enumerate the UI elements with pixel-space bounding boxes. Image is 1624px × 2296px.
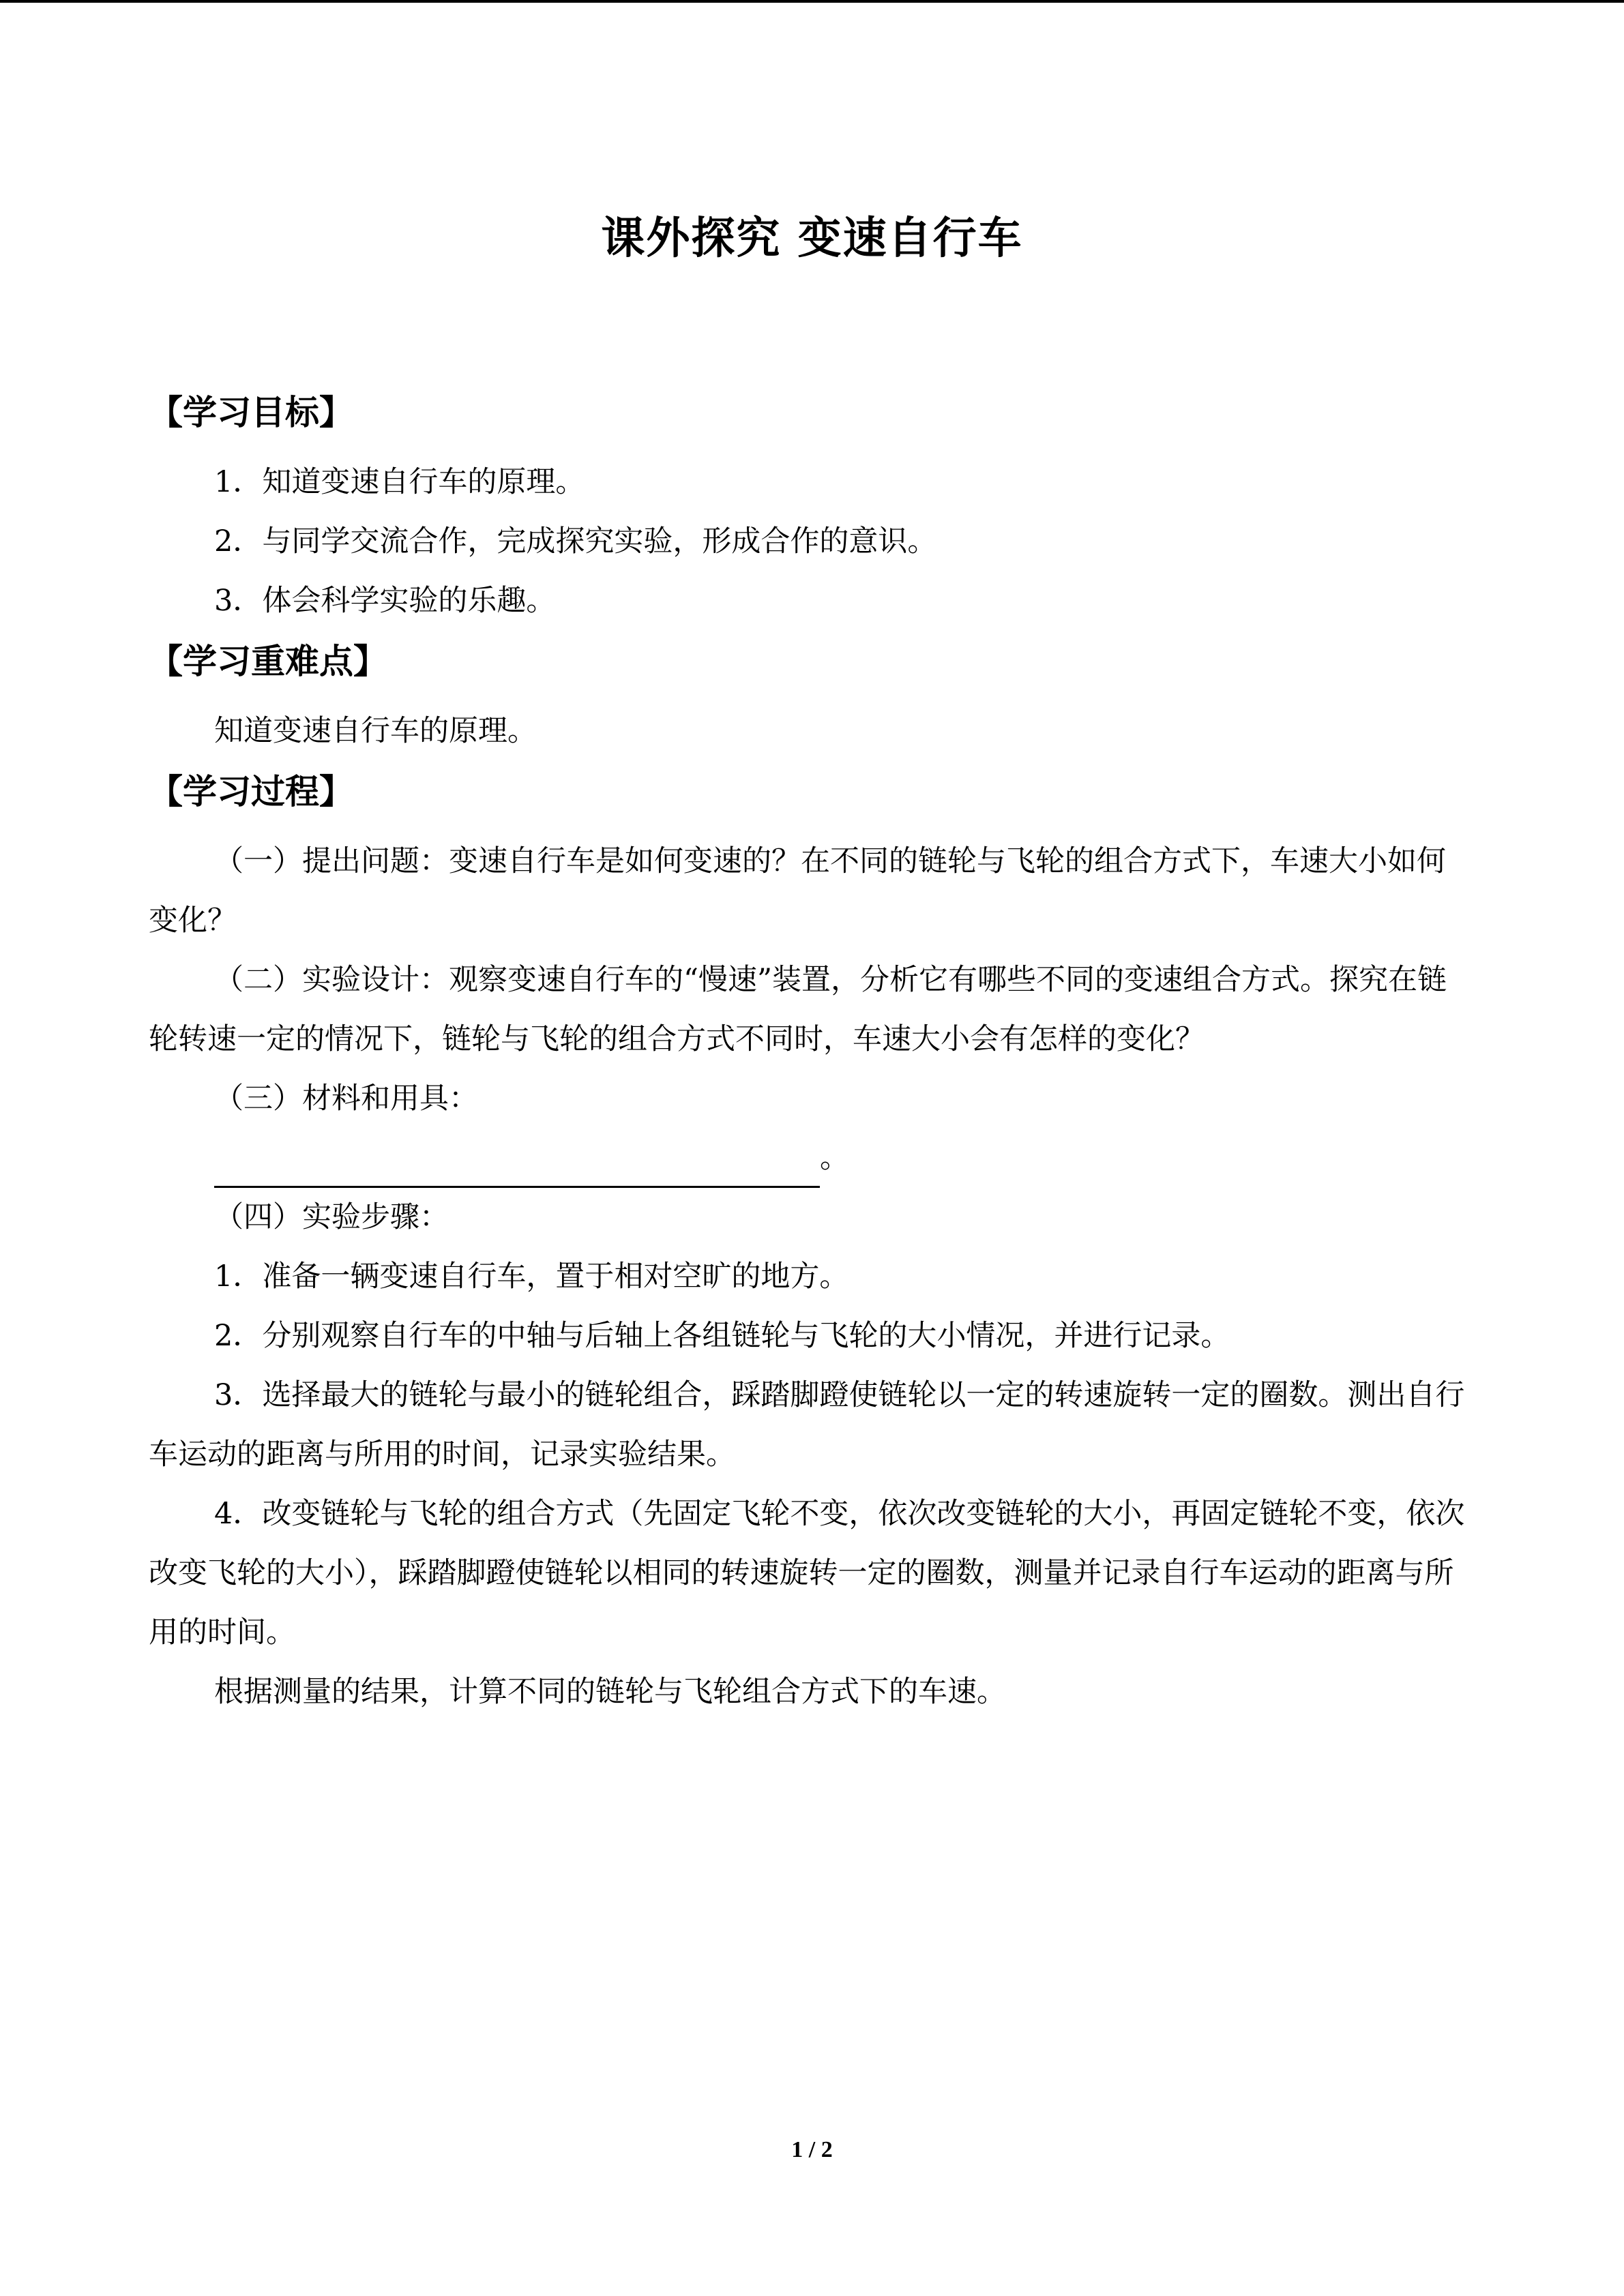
process-design: （二）实验设计：观察变速自行车的“慢速”装置，分析它有哪些不同的变速组合方式。探究在链轮转速一定的情况下，链轮与飞轮的组合方式不同时，车速大小会有怎样的变化？ xyxy=(149,963,1447,1056)
step-item: 3．选择最大的链轮与最小的链轮组合，踩踏脚蹬使链轮以一定的转速旋转一定的圈数。测出自行车运动的距离与所用的时间，记录实验结果。 xyxy=(149,1378,1465,1472)
materials-end-mark: 。 xyxy=(820,1141,849,1175)
process-question: （一）提出问题：变速自行车是如何变速的？在不同的链轮与飞轮的组合方式下，车速大小如何变化？ xyxy=(149,844,1446,938)
objective-item: 1．知道变速自行车的原理。 xyxy=(214,465,585,499)
fill-in-blank xyxy=(214,1148,820,1188)
process-conclusion: 根据测量的结果，计算不同的链轮与飞轮组合方式下的车速。 xyxy=(214,1675,1006,1709)
materials-answer-line xyxy=(149,1129,1472,1188)
process-materials: （三）材料和用具： xyxy=(214,1082,478,1116)
objective-item: 2．与同学交流合作，完成探究实验，形成合作的意识。 xyxy=(214,524,937,558)
top-border-line xyxy=(0,0,1624,3)
key-points-heading: 【学习重难点】 xyxy=(149,642,387,681)
key-points-text: 知道变速自行车的原理。 xyxy=(214,714,537,748)
objective-item: 3．体会科学实验的乐趣。 xyxy=(214,584,556,618)
document-title: 课外探究 变速自行车 xyxy=(601,213,1023,264)
document-body xyxy=(149,382,1472,1722)
process-heading: 【学习过程】 xyxy=(149,772,353,811)
step-item: 2．分别观察自行车的中轴与后轴上各组链轮与飞轮的大小情况，并进行记录。 xyxy=(214,1319,1230,1353)
objectives-heading: 【学习目标】 xyxy=(149,393,353,432)
step-item: 1．准备一辆变速自行车，置于相对空旷的地方。 xyxy=(214,1259,849,1294)
page-number: 1 / 2 xyxy=(791,2137,833,2162)
steps-heading: （四）实验步骤： xyxy=(214,1200,449,1234)
step-item: 4．改变链轮与飞轮的组合方式（先固定飞轮不变，依次改变链轮的大小，再固定链轮不变，依次改变飞轮的大小），踩踏脚蹬使链轮以相同的转速旋转一定的圈数，测量并记录自行车运动的距离与所用的时间。 xyxy=(149,1497,1465,1650)
